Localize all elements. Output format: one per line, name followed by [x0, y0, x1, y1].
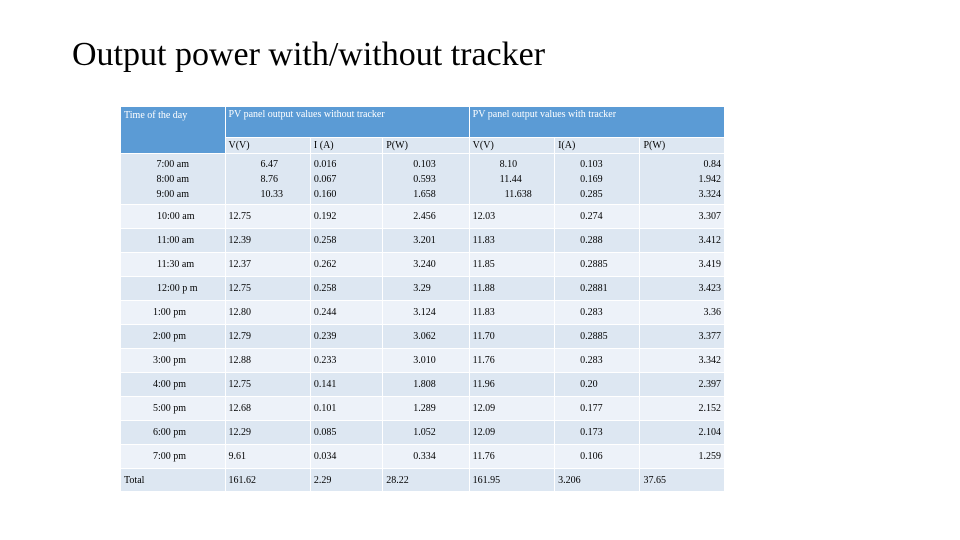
table-row: [121, 301, 724, 324]
value-cell: 2.456: [383, 205, 468, 228]
value-cell: 11.638: [504, 188, 532, 200]
time-cell: 1:00 pm: [121, 301, 225, 324]
value-cell: 0.244: [311, 301, 382, 324]
value-cell: 11.83: [470, 229, 554, 252]
value-cell: 0.20: [555, 373, 639, 396]
value-cell: 11.70: [470, 325, 554, 348]
value-cell: 0.334: [383, 445, 468, 468]
value-cell: 3.324: [698, 188, 721, 200]
value-cell: 12.75: [226, 205, 310, 228]
value-cell: 0.160: [313, 188, 337, 200]
table-row: [121, 397, 724, 420]
value-cell: 3.062: [383, 325, 468, 348]
value-cell: 0.2885: [555, 325, 639, 348]
header-with-tracker: PV panel output values with tracker: [470, 107, 724, 137]
table-row: [121, 253, 724, 276]
value-cell: 12.09: [470, 397, 554, 420]
value-cell: 0.283: [555, 301, 639, 324]
total-cell: 161.95: [470, 469, 554, 491]
time-cell: 7:00 pm: [121, 445, 225, 468]
morning-i1: [311, 154, 382, 204]
value-cell: 8.76: [260, 173, 278, 185]
value-cell: 8.10: [499, 158, 518, 170]
value-cell: 0.2881: [555, 277, 639, 300]
time-cell: 12:00 p m: [121, 277, 225, 300]
morning-times: [121, 154, 225, 204]
value-cell: 6.47: [260, 158, 278, 170]
table-row: [121, 373, 724, 396]
morning-row: [121, 154, 724, 204]
value-cell: 2.152: [640, 397, 724, 420]
value-cell: 11.44: [499, 173, 522, 185]
morning-v2: [470, 154, 554, 204]
subheader-p1: P(W): [383, 138, 468, 153]
value-cell: 0.274: [555, 205, 639, 228]
subheader-i2: I(A): [555, 138, 639, 153]
total-cell: 3.206: [555, 469, 639, 491]
value-cell: 0.141: [311, 373, 382, 396]
value-cell: 0.192: [311, 205, 382, 228]
value-cell: 0.233: [311, 349, 382, 372]
value-cell: 0.288: [555, 229, 639, 252]
value-cell: 12.79: [226, 325, 310, 348]
value-cell: 0.285: [580, 188, 603, 200]
table-row: [121, 349, 724, 372]
value-cell: 1.289: [383, 397, 468, 420]
value-cell: 0.84: [703, 158, 721, 170]
value-cell: 1.808: [383, 373, 468, 396]
table-row: [121, 325, 724, 348]
value-cell: 1.052: [383, 421, 468, 444]
total-cell: 28.22: [383, 469, 468, 491]
time-cell: 5:00 pm: [121, 397, 225, 420]
value-cell: 12.80: [226, 301, 310, 324]
value-cell: 10.33: [260, 188, 283, 200]
time-cell: 2:00 pm: [121, 325, 225, 348]
value-cell: 0.2885: [555, 253, 639, 276]
value-cell: 0.103: [580, 158, 603, 170]
morning-v1: [226, 154, 310, 204]
subheader-p2: P(W): [640, 138, 724, 153]
morning-p2: [640, 154, 724, 204]
value-cell: 0.034: [311, 445, 382, 468]
value-cell: 0.173: [555, 421, 639, 444]
morning-i2: [555, 154, 639, 204]
value-cell: 3.423: [640, 277, 724, 300]
value-cell: 0.169: [580, 173, 603, 185]
time-cell: 7:00 am: [156, 158, 189, 170]
value-cell: 1.259: [640, 445, 724, 468]
value-cell: 3.010: [383, 349, 468, 372]
subheader-i1: I (A): [311, 138, 382, 153]
output-table: [120, 106, 725, 492]
value-cell: 11.88: [470, 277, 554, 300]
value-cell: 12.68: [226, 397, 310, 420]
table-row: [121, 445, 724, 468]
value-cell: 0.593: [413, 173, 436, 185]
table-row: [121, 205, 724, 228]
value-cell: 11.83: [470, 301, 554, 324]
time-cell: 4:00 pm: [121, 373, 225, 396]
value-cell: 11.76: [470, 349, 554, 372]
total-row: [121, 469, 724, 491]
slide-title: Output power with/without tracker: [72, 36, 546, 73]
value-cell: 0.262: [311, 253, 382, 276]
value-cell: 3.342: [640, 349, 724, 372]
value-cell: 3.124: [383, 301, 468, 324]
value-cell: 12.75: [226, 277, 310, 300]
time-cell: 11:30 am: [121, 253, 225, 276]
value-cell: 0.106: [555, 445, 639, 468]
value-cell: 12.75: [226, 373, 310, 396]
value-cell: 3.29: [383, 277, 468, 300]
value-cell: 3.201: [383, 229, 468, 252]
header-time: Time of the day: [121, 107, 225, 153]
value-cell: 0.258: [311, 229, 382, 252]
morning-p1: [383, 154, 468, 204]
time-cell: 6:00 pm: [121, 421, 225, 444]
value-cell: 12.88: [226, 349, 310, 372]
value-cell: 3.377: [640, 325, 724, 348]
data-table: [120, 106, 725, 492]
value-cell: 3.240: [383, 253, 468, 276]
time-cell: 8:00 am: [156, 173, 189, 185]
time-cell: 9:00 am: [156, 188, 189, 200]
value-cell: 12.39: [226, 229, 310, 252]
value-cell: 1.942: [698, 173, 721, 185]
value-cell: 2.104: [640, 421, 724, 444]
value-cell: 3.307: [640, 205, 724, 228]
subheader-v1: V(V): [226, 138, 310, 153]
value-cell: 0.016: [313, 158, 337, 170]
header-row: [121, 107, 724, 137]
time-cell: 10:00 am: [121, 205, 225, 228]
value-cell: 0.177: [555, 397, 639, 420]
total-label: Total: [121, 469, 225, 491]
value-cell: 0.258: [311, 277, 382, 300]
table-row: [121, 229, 724, 252]
total-cell: 37.65: [640, 469, 724, 491]
table-row: [121, 277, 724, 300]
value-cell: 12.29: [226, 421, 310, 444]
time-cell: 3:00 pm: [121, 349, 225, 372]
value-cell: 0.239: [311, 325, 382, 348]
value-cell: 11.76: [470, 445, 554, 468]
value-cell: 12.09: [470, 421, 554, 444]
subheader-v2: V(V): [470, 138, 554, 153]
time-cell: 11:00 am: [121, 229, 225, 252]
table-row: [121, 421, 724, 444]
value-cell: 0.283: [555, 349, 639, 372]
value-cell: 3.419: [640, 253, 724, 276]
value-cell: 1.658: [413, 188, 436, 200]
value-cell: 9.61: [226, 445, 310, 468]
header-without-tracker: PV panel output values without tracker: [226, 107, 469, 137]
value-cell: 0.103: [413, 158, 436, 170]
value-cell: 12.37: [226, 253, 310, 276]
value-cell: 3.36: [640, 301, 724, 324]
value-cell: 0.101: [311, 397, 382, 420]
total-cell: 161.62: [226, 469, 310, 491]
total-cell: 2.29: [311, 469, 382, 491]
value-cell: 12.03: [470, 205, 554, 228]
value-cell: 3.412: [640, 229, 724, 252]
value-cell: 2.397: [640, 373, 724, 396]
value-cell: 11.85: [470, 253, 554, 276]
value-cell: 0.067: [313, 173, 337, 185]
value-cell: 11.96: [470, 373, 554, 396]
value-cell: 0.085: [311, 421, 382, 444]
